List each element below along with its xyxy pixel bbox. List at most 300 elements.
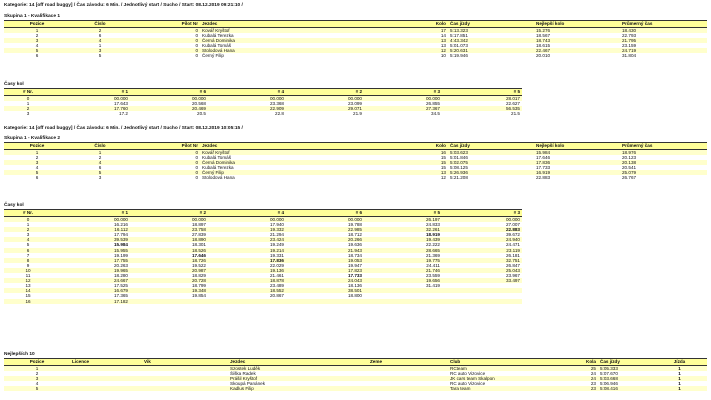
table-cell: 11 [4,273,52,278]
table-cell: 18.280 [52,273,130,278]
table-cell: 0 [130,48,200,53]
table-cell: 18.829 [130,273,208,278]
table-cell: 0 [130,33,200,38]
table-cell: 17.643 [52,101,130,106]
table-cell: 0 [4,217,52,223]
table-cell: 19.249 [208,242,286,247]
table-cell: 6 [70,33,130,38]
table-cell: 38.501 [286,288,364,293]
table-cell: 5 [4,242,52,247]
table-cell: 20.728 [130,278,208,283]
table-cell: 17.760 [52,106,130,111]
table-cell: 5:13.323 [448,28,534,34]
table-cell: 23.424 [208,237,286,242]
table-cell: 22.985 [286,227,364,232]
table-cell: 23.159 [620,43,707,48]
table-cell: 15.984 [534,150,620,156]
table-cell: 27.367 [364,106,442,111]
column-header: Pozice [4,21,70,28]
table-cell [442,299,522,304]
category-line-2: Kategorie: 14 [off road buggy] / Čas závodu: 6 Min. / Jednotlivý start / Sucho / Start: 08.12.2019 10:05:15 / [4,126,243,131]
table-cell: 1 [70,43,130,48]
table-cell: 9 [4,263,52,268]
lap-times-title-1: Časy kol [4,82,24,87]
table-cell: 21.461 [208,273,286,278]
table-cell: 0 [130,160,200,165]
table-cell: 6 [70,165,130,170]
column-header: Pilot Nr [130,21,200,28]
table-cell: 17 [390,28,448,34]
table-cell: 17.733 [286,273,364,278]
table-cell: 6 [4,248,52,253]
table-cell: 17.525 [52,283,130,288]
table-cell: 0 [130,38,200,43]
table-cell: 19.199 [52,253,130,258]
table-cell: 26.197 [364,217,442,223]
column-header: # 1 [52,89,130,96]
table-cell: Černý Filip [200,53,390,58]
table-cell: 5:02.075 [448,160,534,165]
table-cell: Černý Filip [200,170,390,175]
column-header: # 5 [442,89,522,96]
table-cell: 12 [4,278,52,283]
table-cell: 0 [130,28,200,34]
column-header: # 4 [208,210,286,217]
table-cell: 5:21.208 [448,175,534,180]
table-cell: 18.897 [130,222,208,227]
table-cell: 22.8 [208,111,286,116]
table-cell: 26.767 [620,175,707,180]
table-cell: 39.539 [52,237,130,242]
column-header: Číslo [70,21,130,28]
column-header: Pozice [4,359,70,366]
table-cell: 00.000 [52,96,130,102]
table-cell: 5 [4,170,70,175]
table-row [4,299,522,304]
table-cell: 20.568 [130,101,208,106]
table-cell: 24.043 [286,278,364,283]
column-header: # 5 [364,210,442,217]
table-cell: 26.847 [442,263,522,268]
column-header: # 2 [130,210,208,217]
column-header: # Nr. [4,210,52,217]
column-header: Průmerný čas [620,143,707,150]
column-header: # 6 [130,89,208,96]
table-cell: 4 [4,237,52,242]
table-cell: 3 [4,160,70,165]
table-cell: 14 [390,33,448,38]
table-cell: Skoupá Panánek [228,381,368,386]
best-ten-title: Nejlepších 10 [4,352,35,357]
column-header: Kolo [390,21,448,28]
table-cell: 1 [652,376,707,381]
table-cell: 00.000 [286,217,364,223]
table-cell: 18.552 [208,288,286,293]
table-cell: 17.733 [534,165,620,170]
table-cell: 1 [4,101,52,106]
table-cell: 00.000 [52,217,130,223]
table-cell: 3 [70,175,130,180]
table-cell: 13 [4,283,52,288]
table-cell: 19.656 [364,278,442,283]
table-cell: 12 [390,48,448,53]
table-cell: 1 [4,150,70,156]
table-cell: 00.000 [208,217,286,223]
table-cell: 5:20.631 [448,48,534,53]
table-cell: Stolodová Hana [200,175,390,180]
table-cell: 17.646 [534,155,620,160]
table-cell: 39.672 [442,232,522,237]
table-cell: 18.890 [130,237,208,242]
table-cell: 24 [568,376,598,381]
table-cell: 4 [4,381,70,386]
table-cell: 5 [70,53,130,58]
table-cell: 22.909 [208,106,286,111]
table-cell [364,299,442,304]
table-cell: 5:01.846 [448,155,534,160]
column-header: Jízda [652,359,707,366]
table-cell: Kubalá Tomáš [200,43,390,48]
table-cell: 24 [568,371,598,376]
table-cell: 22.883 [442,227,522,232]
table-cell: 19.965 [52,268,130,273]
table-cell: 0 [130,175,200,180]
column-header: Čas jízdy [598,359,652,366]
table-cell: 34.5 [364,111,442,116]
column-header: # 4 [208,89,286,96]
table-cell: 17.755 [52,258,130,263]
table-cell: 56.535 [442,106,522,111]
column-header: Jezdec [200,21,390,28]
table-cell: 1 [652,386,707,391]
table-cell: 17.940 [208,222,286,227]
table-cell [286,299,364,304]
table-cell [368,386,448,391]
table-cell: 00.000 [286,96,364,102]
table-cell: 20.5 [130,111,208,116]
table-cell: 21.795 [620,38,707,43]
table-row [4,386,707,391]
column-header: Čas jízdy [448,143,534,150]
table-cell: 20.263 [52,263,130,268]
table-cell: 18.430 [620,28,707,34]
table-cell: 25.079 [620,170,707,175]
table-cell: 17.836 [208,258,286,263]
table-cell: Kadlus Filip [228,386,368,391]
table-cell: 3 [4,232,52,237]
column-header: Pilot Nr [130,143,200,150]
table-row [4,53,707,58]
header-row [4,210,522,217]
table-cell: 26.855 [364,101,442,106]
table-cell: RC auto Vizovice [448,371,568,376]
table-cell: 5:19.946 [448,53,534,58]
table-cell: 5:17.851 [448,33,534,38]
table-cell: Stolodová Hana [200,48,390,53]
column-header: Jezdec [228,359,368,366]
table-cell: 19.348 [130,288,208,293]
table-cell: Kovář Kryštof [200,150,390,156]
table-cell: 3 [4,111,52,116]
table-cell: 1 [652,371,707,376]
table-cell: 20.867 [208,293,286,298]
table-cell: Šiška Radek [228,371,368,376]
column-header: Licence [70,359,142,366]
table-cell: 19.331 [208,253,286,258]
table-cell: 15 [390,160,448,165]
table-cell: Kubalá Tomáš [200,155,390,160]
table-cell: 0 [130,150,200,156]
table-cell: 20.123 [620,155,707,160]
table-cell: 17.646 [130,253,208,258]
table-cell: 15 [390,165,448,170]
table-cell: 18.136 [286,283,364,288]
results-table-1 [4,20,707,59]
table-cell: 20.010 [534,53,620,58]
table-cell: 17.794 [52,232,130,237]
table-cell: 32.261 [364,227,442,232]
table-cell: 6 [4,53,70,58]
table-cell: 19.775 [364,258,442,263]
column-header: Nejlepší kolo [534,143,620,150]
table-cell: 4 [4,43,70,48]
table-cell: 23.368 [208,101,286,106]
header-row [4,359,707,366]
table-cell: 15.276 [534,28,620,34]
table-cell: 20.469 [130,106,208,111]
table-cell: 2 [4,155,70,160]
table-cell: 16 [390,150,448,156]
table-cell: 28.017 [442,96,522,102]
table-cell: 17.2 [52,111,130,116]
table-cell: 18.567 [534,33,620,38]
table-cell: 0 [130,155,200,160]
table-cell: RC auto Vizovice [448,381,568,386]
table-cell: 21.943 [286,248,364,253]
table-cell: 24.940 [442,237,522,242]
column-header: Zeme [368,359,448,366]
table-cell: 21.5 [442,111,522,116]
table-cell: 18.878 [208,278,286,283]
table-cell: RCteam [448,366,568,372]
table-cell: 2 [70,155,130,160]
table-cell: 25.043 [442,268,522,273]
column-header: Kola [568,359,598,366]
table-cell: 21.746 [364,268,442,273]
header-row [4,89,522,96]
table-cell: 19.332 [208,227,286,232]
table-cell: 5:08.125 [448,165,534,170]
table-cell: 31.419 [364,283,442,288]
column-header: Číslo [70,143,130,150]
table-cell: 00.000 [364,96,442,102]
column-header: Kolo [390,143,448,150]
header-row [4,21,707,28]
table-cell: 18.799 [130,283,208,288]
group-title-2: Skupina 1 - Kvalifikace 2 [4,136,60,141]
table-cell: 4:43.342 [448,38,534,43]
table-cell: 22.883 [534,175,620,180]
table-cell: 5 [70,170,130,175]
table-cell: 0 [4,96,52,102]
table-cell: 20.987 [130,268,208,273]
table-cell: JK cars team Skalpon [448,376,568,381]
table-cell: 22.467 [534,48,620,53]
table-cell: 10 [390,53,448,58]
table-cell: 15 [4,293,52,298]
table-cell: 0 [130,170,200,175]
best-ten-table [4,358,707,391]
table-cell: 15 [390,155,448,160]
table-cell: 24.411 [364,263,442,268]
table-cell: 8 [4,258,52,263]
table-cell: 21.369 [364,253,442,258]
table-cell: 18.800 [286,293,364,298]
table-cell: 1 [4,28,70,34]
table-cell: Černá Dominika [200,38,390,43]
table-cell: 19.053 [286,258,364,263]
table-cell: 18.615 [534,43,620,48]
table-cell: 27.839 [130,232,208,237]
table-cell: 10 [4,268,52,273]
table-cell: 2 [4,106,52,111]
table-cell: 27.007 [442,222,522,227]
column-header: Nejlepší kolo [534,21,620,28]
table-cell: Černá Dominika [200,160,390,165]
table-cell: 19.788 [286,222,364,227]
table-cell: 19.136 [208,268,286,273]
table-cell: 3 [4,38,70,43]
table-cell: 23.758 [130,227,208,232]
column-header: Vik [142,359,228,366]
column-header: Pozice [4,143,70,150]
table-cell: 2 [4,371,70,376]
table-cell: 18.526 [130,248,208,253]
table-cell: 3 [70,48,130,53]
table-cell: 25 [568,366,598,372]
table-cell: 24.833 [364,222,442,227]
table-cell: 18.743 [534,38,620,43]
category-line-1: Kategorie: 14 [off road buggy] / Čas závodu: 6 Min. / Jednotlivý start / Sucho / Start: 08.12.2019 09:21:10 / [4,3,243,8]
table-cell: Kubalá Terezka [200,165,390,170]
table-cell: 5 [4,386,70,391]
table-cell: 5:05.333 [598,366,652,372]
column-header: # Nr. [4,89,52,96]
table-cell: 6 [4,175,70,180]
table-cell: 31.804 [620,53,707,58]
table-cell: 17.836 [534,160,620,165]
table-cell: 23.099 [286,101,364,106]
table-cell: 00.000 [130,217,208,223]
table-cell: 21.294 [208,232,286,237]
table-cell: 18.976 [620,150,707,156]
table-cell: 7 [4,253,52,258]
table-cell: 5:01.073 [448,43,534,48]
table-cell: 5:07.670 [598,371,652,376]
table-cell: 23.967 [442,273,522,278]
lap-times-table-2 [4,209,522,304]
column-header: Jezdec [200,143,390,150]
table-cell: 33.497 [442,278,522,283]
table-cell: 1 [4,366,70,372]
table-cell: 5:26.936 [448,170,534,175]
table-cell: 16.216 [52,222,130,227]
table-cell: 19.854 [130,293,208,298]
table-cell: 22.029 [208,263,286,268]
table-cell: Kubalá Terezka [200,33,390,38]
table-cell: 18.734 [286,253,364,258]
table-cell: 2 [4,227,52,232]
table-cell: 23.119 [442,248,522,253]
header-row [4,143,707,150]
lap-times-table-1 [4,88,522,116]
table-cell: 24.667 [52,278,130,283]
column-header: Průmerný čas [620,21,707,28]
table-cell: 12 [390,175,448,180]
table-cell: 00.000 [208,96,286,102]
table-cell: 18.712 [286,232,364,237]
table-cell: 19.636 [286,242,364,247]
table-cell: 13 [390,38,448,43]
column-header: # 1 [52,210,130,217]
column-header: # 3 [364,89,442,96]
table-cell: 20.541 [620,165,707,170]
table-cell: 2 [4,33,70,38]
table-cell: 5 [4,48,70,53]
table-cell: 18.726 [130,258,208,263]
column-header: # 6 [286,210,364,217]
table-cell: Szostek Luděk [228,366,368,372]
table-cell: 19.947 [286,263,364,268]
table-cell: 28.665 [364,248,442,253]
table-cell: 1 [70,150,130,156]
column-header: # 2 [286,89,364,96]
table-cell [70,386,142,391]
column-header: Club [448,359,568,366]
table-cell: 23.559 [364,273,442,278]
table-cell: 1 [652,381,707,386]
table-cell: 1 [4,222,52,227]
table-cell: 22.222 [364,242,442,247]
table-cell [130,299,208,304]
table-cell: 21.9 [286,111,364,116]
column-header: Čas jízdy [448,21,534,28]
table-cell: 24.471 [442,242,522,247]
table-cell: 19.214 [208,248,286,253]
table-cell: 2 [70,28,130,34]
table-cell: 15.955 [52,248,130,253]
table-cell: 0 [130,53,200,58]
table-cell: 17.182 [52,299,130,304]
table-cell: 20.266 [286,237,364,242]
table-cell: 23 [568,381,598,386]
table-cell: 3 [4,376,70,381]
table-cell: 16.919 [534,170,620,175]
table-cell: 15.984 [52,242,130,247]
table-cell: 24.719 [620,48,707,53]
table-cell: 14 [4,288,52,293]
table-cell: 19.439 [364,237,442,242]
table-cell: 22.793 [620,33,707,38]
table-row [4,111,522,116]
results-table-2 [4,142,707,181]
table-cell: 13 [390,43,448,48]
table-cell [142,386,228,391]
table-row [4,175,707,180]
table-cell: Tara team [448,386,568,391]
table-cell: Kovář Kryštof [200,28,390,34]
table-cell: 32.751 [442,258,522,263]
